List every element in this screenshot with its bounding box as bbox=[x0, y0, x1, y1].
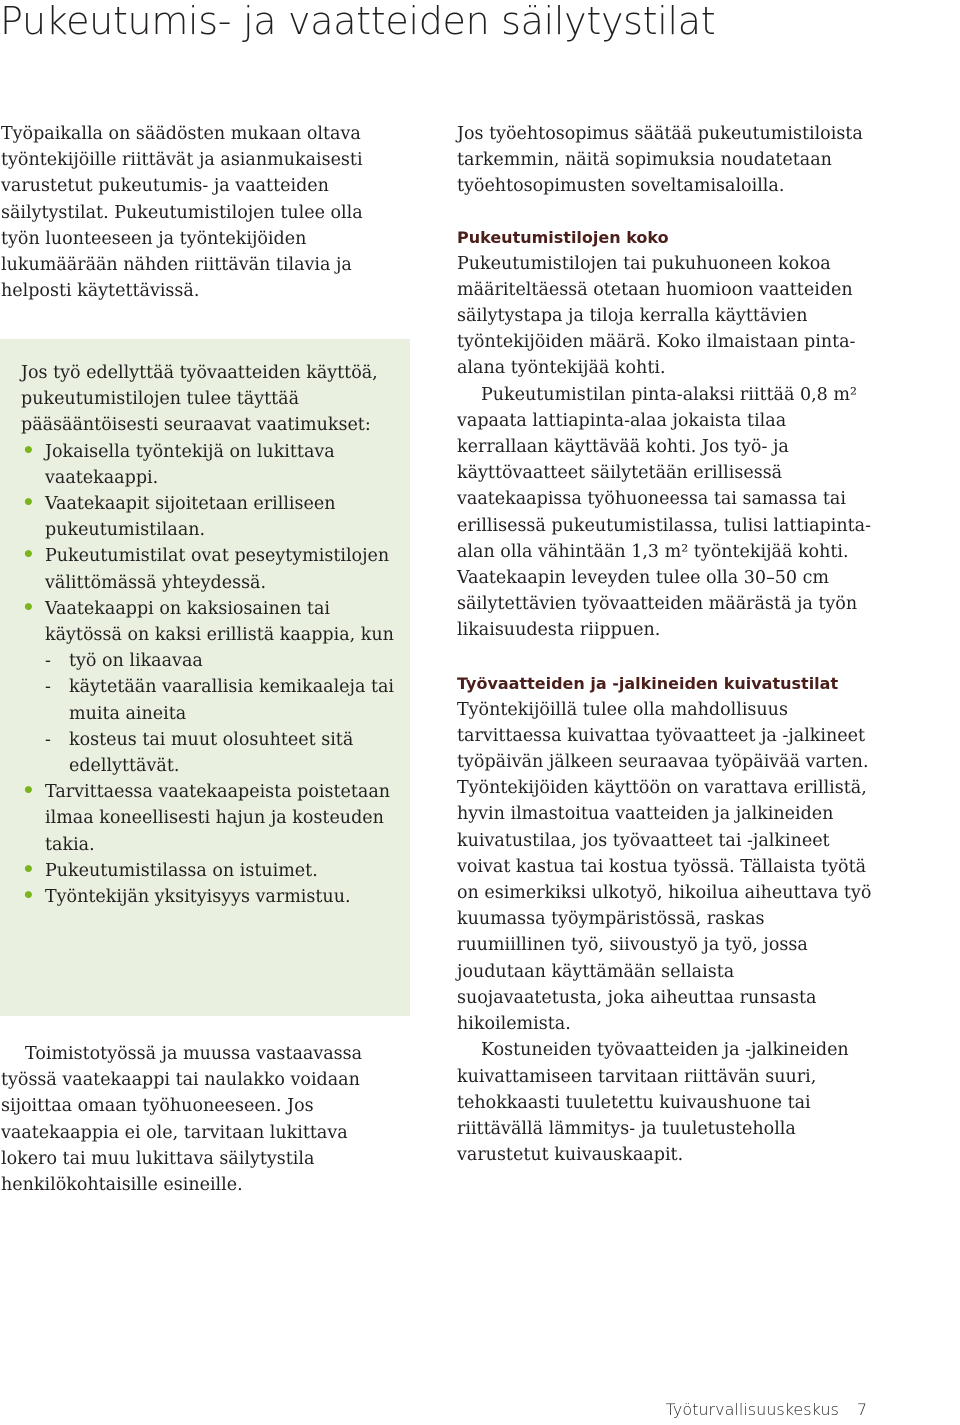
requirement-item: • Pukeutumistilat ovat peseytymistilojen välittömässä yhteydessä. bbox=[21, 543, 401, 595]
intro-paragraph: Työpaikalla on säädösten mukaan oltava työntekijöille riittävät ja asianmukaisesti varustetut pukeutumis- ja vaatteiden säilytystilat. Pukeutumistilojen tulee olla työn luonteeseen ja työntekijöiden lukumäärään nähden riittävän tilavia ja helposti käytettävissä. bbox=[1, 124, 363, 302]
condition-list bbox=[45, 648, 401, 779]
requirements-intro: Jos työ edellyttää työvaatteiden käyttöä, pukeutumistilojen tulee täyttää pääsääntöisesti seuraavat vaatimukset: bbox=[21, 363, 378, 436]
office-section bbox=[1, 1041, 401, 1198]
requirement-item: • Pukeutumistilassa on istuimet. bbox=[21, 858, 401, 884]
size-paragraph-1: Pukeutumistilojen tai pukuhuoneen kokoa määriteltäessä otetaan huomioon vaatteiden säilytystapa ja tiloja kerralla käyttävien työntekijöiden määrä. Koko ilmaistaan pinta-alana työntekijää kohti. bbox=[457, 253, 856, 379]
requirement-item: • Jokaisella työntekijä on lukittava vaatekaappi. bbox=[21, 439, 401, 491]
condition-item: - työ on likaavaa bbox=[45, 648, 401, 674]
size-paragraph-2: Pukeutumistilan pinta-alaksi riittää 0,8 m² vapaata lattiapinta-alaa jokaista tilaa kerrallaan käyttävää kohti. Jos työ- ja käyttövaatteet säilytetään erillisessä vaatekaapissa työhuoneessa tai samassa tai erillisessä pukeutumistilassa, tulisi lattiapinta-alan olla vähintään 1,3 m² työntekijää kohti. Vaatekaapin leveyden tulee olla 30–50 cm säilytettävien työvaatteiden määrästä ja työn likaisuudesta riippuen. bbox=[457, 384, 871, 641]
drying-paragraph-1: Työntekijöillä tulee olla mahdollisuus tarvittaessa kuivattaa työvaatteet ja -jalkineet työpäivän jälkeen seuraavaa työpäivää varten. Työntekijöiden käyttöön on varattava erillistä, hyvin ilmastoitua vaatteiden ja jalkineiden kuivatustilaa, jos työvaatteet tai -jalkineet voivat kastua tai kostua työssä. Tällaista työtä on esimerkiksi ulkotyö, hikoilua aiheuttava työ kuumassa työympäristössä, raskas ruumiillinen työ, siivoustyö ja työ, jossa joudutaan käyttämään sellaista suojavaatetusta, joka aiheuttaa runsasta hikoilemista. bbox=[457, 699, 872, 1035]
requirement-item: • Työntekijän yksityisyys varmistuu. bbox=[21, 884, 401, 910]
page-number: 7 bbox=[856, 1400, 867, 1419]
requirements-box bbox=[0, 339, 410, 1016]
requirement-item: • Vaatekaappi on kaksiosainen tai käytössä on kaksi erillistä kaappia, kun - työ on likaavaa - käytetään vaarallisia kemikaaleja tai muita aineita - kosteus tai muut olosuhteet sitä edellyttävät. bbox=[21, 596, 401, 779]
requirement-item: • Vaatekaapit sijoitetaan erilliseen pukeutumistilaan. bbox=[21, 491, 401, 543]
size-heading: Pukeutumistilojen koko bbox=[457, 227, 669, 247]
office-paragraph: Toimistotyössä ja muussa vastaavassa työssä vaatekaappi tai naulakko voidaan sijoittaa omaan työhuoneeseen. Jos vaatekaappia ei ole, tarvitaan lukittava lokero tai muu lukittava säilytystila henkilökohtaisille esineille. bbox=[1, 1044, 363, 1196]
condition-item: - käytetään vaarallisia kemikaaleja tai muita aineita bbox=[45, 674, 401, 726]
page-footer bbox=[666, 1400, 867, 1419]
publisher-name: Työturvallisuuskeskus bbox=[665, 1400, 839, 1419]
right-column bbox=[457, 121, 877, 1168]
requirement-item: • Tarvittaessa vaatekaapeista poistetaan ilmaa koneellisesti hajun ja kosteuden takia. bbox=[21, 779, 401, 858]
drying-heading: Työvaatteiden ja -jalkineiden kuivatustilat bbox=[457, 673, 839, 693]
condition-item: - kosteus tai muut olosuhteet sitä edellyttävät. bbox=[45, 727, 401, 779]
left-column bbox=[1, 121, 399, 304]
drying-paragraph-2: Kostuneiden työvaatteiden ja -jalkineiden kuivattamiseen tarvitaan riittävän suuri, tehokkaasti tuuletettu kuivaushuone tai riittävällä lämmitys- ja tuuletusteholla varustetut kuivauskaapit. bbox=[457, 1040, 849, 1166]
page-title: Pukeutumis- ja vaatteiden säilytystilat bbox=[0, 0, 716, 43]
requirements-list bbox=[21, 439, 401, 911]
agreement-paragraph: Jos työehtosopimus säätää pukeutumistiloista tarkemmin, näitä sopimuksia noudatetaan työehtosopimusten soveltamisaloilla. bbox=[457, 124, 863, 197]
